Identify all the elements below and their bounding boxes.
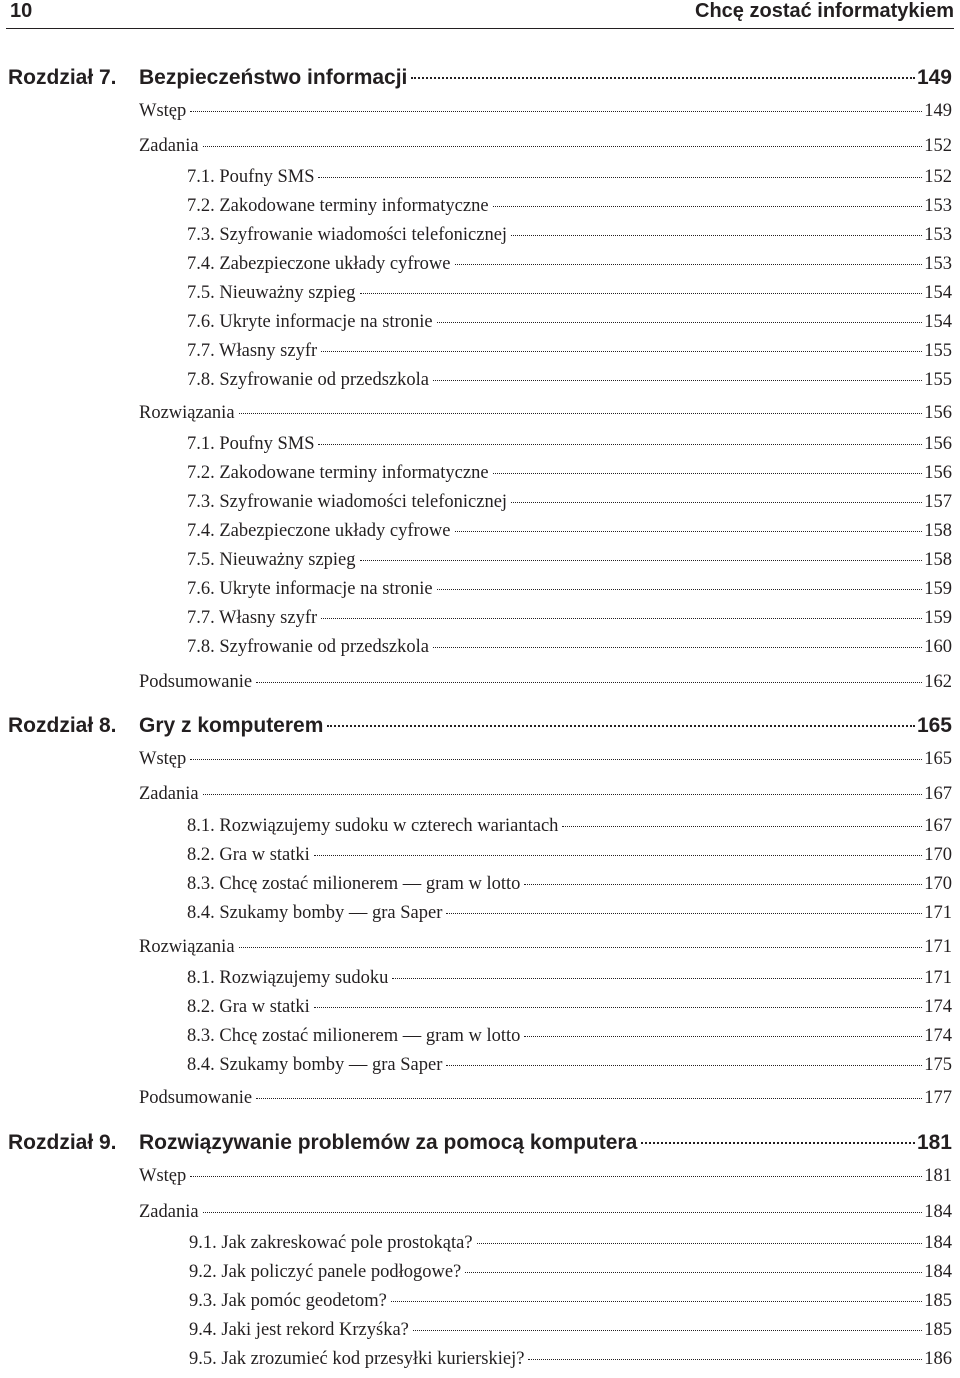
dot-leader <box>318 444 922 445</box>
entry-page-number: 160 <box>924 637 952 657</box>
entry-title: 7.7. Własny szyfr <box>187 341 318 361</box>
toc-subsection-entry[interactable] <box>187 370 952 396</box>
entry-title: 8.2. Gra w statki <box>187 845 310 865</box>
toc-section-entry[interactable] <box>139 1202 952 1228</box>
page-number: 10 <box>10 0 33 22</box>
entry-title: Bezpieczeństwo informacji <box>139 66 408 89</box>
entry-title: 8.1. Rozwiązujemy sudoku <box>187 968 389 988</box>
dot-leader <box>413 1330 922 1331</box>
dot-leader <box>493 206 923 207</box>
toc-subsection-entry[interactable] <box>187 903 952 929</box>
entry-page-number: 154 <box>924 283 952 303</box>
dot-leader <box>190 759 922 760</box>
entry-title: Podsumowanie <box>139 1088 253 1108</box>
dot-leader <box>524 1036 922 1037</box>
entry-page-number: 149 <box>924 101 952 121</box>
book-title: Chcę zostać informatykiem <box>695 0 954 22</box>
toc-subsection-entry[interactable] <box>189 1233 952 1259</box>
entry-title: 7.5. Nieuważny szpieg <box>187 550 356 570</box>
entry-page-number: 170 <box>924 845 952 865</box>
dot-leader <box>493 473 923 474</box>
toc-section-entry[interactable] <box>139 101 952 127</box>
dot-leader <box>455 264 923 265</box>
dot-leader <box>256 682 922 683</box>
entry-title: 7.2. Zakodowane terminy informatyczne <box>187 463 489 483</box>
toc-subsection-entry[interactable] <box>187 225 952 251</box>
dot-leader <box>239 413 923 414</box>
toc-subsection-entry[interactable] <box>187 283 952 309</box>
entry-title: 7.4. Zabezpieczone układy cyfrowe <box>187 254 451 274</box>
dot-leader <box>256 1098 922 1099</box>
toc-subsection-entry[interactable] <box>187 312 952 338</box>
entry-title: Podsumowanie <box>139 672 253 692</box>
toc-subsection-entry[interactable] <box>187 1026 952 1052</box>
entry-title: 7.3. Szyfrowanie wiadomości telefonicznej <box>187 492 508 512</box>
entry-title: Wstęp <box>139 749 187 769</box>
entry-page-number: 158 <box>924 550 952 570</box>
dot-leader <box>314 1007 922 1008</box>
entry-page-number: 184 <box>924 1262 952 1282</box>
toc-subsection-entry[interactable] <box>187 521 952 547</box>
dot-leader <box>477 1243 923 1244</box>
dot-leader <box>455 531 923 532</box>
dot-leader <box>190 1176 922 1177</box>
toc-subsection-entry[interactable] <box>187 463 952 489</box>
toc-subsection-entry[interactable] <box>187 579 952 605</box>
entry-title: 7.6. Ukryte informacje na stronie <box>187 312 433 332</box>
dot-leader <box>528 1359 922 1360</box>
entry-title: 7.5. Nieuważny szpieg <box>187 283 356 303</box>
entry-title: 8.4. Szukamy bomby — gra Saper <box>187 903 443 923</box>
toc-section-entry[interactable] <box>139 1088 952 1114</box>
entry-title: Gry z komputerem <box>139 714 324 737</box>
entry-page-number: 177 <box>924 1088 952 1108</box>
entry-title: Zadania <box>139 784 199 804</box>
entry-page-number: 174 <box>924 997 952 1017</box>
entry-page-number: 185 <box>924 1291 952 1311</box>
entry-page-number: 158 <box>924 521 952 541</box>
toc-subsection-entry[interactable] <box>187 492 952 518</box>
dot-leader <box>203 146 923 147</box>
toc-subsection-entry[interactable] <box>187 550 952 576</box>
toc-chapter-entry[interactable] <box>139 1131 952 1157</box>
entry-page-number: 159 <box>924 579 952 599</box>
entry-page-number: 149 <box>916 66 952 89</box>
toc-subsection-entry[interactable] <box>189 1320 952 1346</box>
entry-page-number: 171 <box>924 903 952 923</box>
entry-page-number: 181 <box>916 1131 952 1154</box>
entry-page-number: 171 <box>924 937 952 957</box>
entry-page-number: 153 <box>924 225 952 245</box>
toc-subsection-entry[interactable] <box>187 341 952 367</box>
entry-title: Wstęp <box>139 101 187 121</box>
entry-title: 7.4. Zabezpieczone układy cyfrowe <box>187 521 451 541</box>
entry-title: 8.1. Rozwiązujemy sudoku w czterech wariantach <box>187 816 559 836</box>
toc-chapter-entry[interactable] <box>139 66 952 92</box>
entry-page-number: 152 <box>924 167 952 187</box>
dot-leader <box>391 1301 922 1302</box>
entry-page-number: 155 <box>924 341 952 361</box>
entry-page-number: 165 <box>916 714 952 737</box>
dot-leader <box>203 794 923 795</box>
entry-page-number: 184 <box>924 1202 952 1222</box>
entry-title: 7.6. Ukryte informacje na stronie <box>187 579 433 599</box>
dot-leader <box>314 855 922 856</box>
toc-section-entry[interactable] <box>139 1166 952 1192</box>
toc-section-entry[interactable] <box>139 136 952 162</box>
entry-title: Wstęp <box>139 1166 187 1186</box>
entry-title: 7.7. Własny szyfr <box>187 608 318 628</box>
toc-subsection-entry[interactable] <box>189 1291 952 1317</box>
toc-subsection-entry[interactable] <box>187 816 952 842</box>
entry-page-number: 153 <box>924 254 952 274</box>
toc-subsection-entry[interactable] <box>187 968 952 994</box>
dot-leader <box>511 235 922 236</box>
toc-subsection-entry[interactable] <box>187 845 952 871</box>
entry-title: 8.4. Szukamy bomby — gra Saper <box>187 1055 443 1075</box>
toc-subsection-entry[interactable] <box>187 167 952 193</box>
chapter-number: Rozdział 7. <box>8 66 117 89</box>
entry-title: 7.1. Poufny SMS <box>187 167 315 187</box>
dot-leader <box>437 322 923 323</box>
entry-page-number: 157 <box>924 492 952 512</box>
dot-leader <box>318 177 922 178</box>
toc-section-entry[interactable] <box>139 784 952 810</box>
dot-leader <box>562 826 922 827</box>
toc-subsection-entry[interactable] <box>187 254 952 280</box>
entry-title: 9.1. Jak zakreskować pole prostokąta? <box>189 1233 473 1253</box>
dot-leader <box>411 77 915 79</box>
entry-page-number: 184 <box>924 1233 952 1253</box>
entry-title: Zadania <box>139 1202 199 1222</box>
entry-page-number: 175 <box>924 1055 952 1075</box>
entry-title: 9.5. Jak zrozumieć kod przesyłki kurierskiej? <box>189 1349 525 1369</box>
toc-subsection-entry[interactable] <box>187 608 952 634</box>
entry-title: 7.8. Szyfrowanie od przedszkola <box>187 370 429 390</box>
entry-title: 8.2. Gra w statki <box>187 997 310 1017</box>
toc-section-entry[interactable] <box>139 749 952 775</box>
dot-leader <box>203 1212 923 1213</box>
toc-subsection-entry[interactable] <box>189 1262 952 1288</box>
toc-subsection-entry[interactable] <box>187 434 952 460</box>
toc-subsection-entry[interactable] <box>187 637 952 663</box>
entry-page-number: 165 <box>924 749 952 769</box>
entry-page-number: 167 <box>924 816 952 836</box>
dot-leader <box>190 111 922 112</box>
entry-page-number: 181 <box>924 1166 952 1186</box>
entry-page-number: 171 <box>924 968 952 988</box>
entry-page-number: 174 <box>924 1026 952 1046</box>
entry-title: 8.3. Chcę zostać milionerem — gram w lotto <box>187 1026 521 1046</box>
entry-page-number: 167 <box>924 784 952 804</box>
toc-subsection-entry[interactable] <box>187 874 952 900</box>
toc-subsection-entry[interactable] <box>187 1055 952 1081</box>
entry-page-number: 170 <box>924 874 952 894</box>
toc-subsection-entry[interactable] <box>187 196 952 222</box>
dot-leader <box>321 351 922 352</box>
entry-title: 7.2. Zakodowane terminy informatyczne <box>187 196 489 216</box>
toc-section-entry[interactable] <box>139 403 952 429</box>
dot-leader <box>437 589 923 590</box>
toc-section-entry[interactable] <box>139 937 952 963</box>
entry-title: 7.8. Szyfrowanie od przedszkola <box>187 637 429 657</box>
dot-leader <box>446 913 922 914</box>
dot-leader <box>360 560 923 561</box>
toc-subsection-entry[interactable] <box>189 1349 952 1375</box>
entry-page-number: 162 <box>924 672 952 692</box>
toc-chapter-entry[interactable] <box>139 714 952 740</box>
entry-page-number: 152 <box>924 136 952 156</box>
entry-title: Rozwiązania <box>139 403 235 423</box>
dot-leader <box>321 618 922 619</box>
entry-title: Zadania <box>139 136 199 156</box>
toc-section-entry[interactable] <box>139 672 952 698</box>
dot-leader <box>327 725 915 727</box>
chapter-number: Rozdział 9. <box>8 1131 117 1154</box>
entry-page-number: 156 <box>924 463 952 483</box>
dot-leader <box>433 380 922 381</box>
entry-page-number: 154 <box>924 312 952 332</box>
dot-leader <box>239 947 923 948</box>
dot-leader <box>392 978 922 979</box>
entry-page-number: 186 <box>924 1349 952 1369</box>
entry-page-number: 155 <box>924 370 952 390</box>
chapter-number: Rozdział 8. <box>8 714 117 737</box>
entry-title: 8.3. Chcę zostać milionerem — gram w lotto <box>187 874 521 894</box>
toc-subsection-entry[interactable] <box>187 997 952 1023</box>
entry-title: 9.3. Jak pomóc geodetom? <box>189 1291 387 1311</box>
dot-leader <box>360 293 923 294</box>
entry-title: 9.4. Jaki jest rekord Krzyśka? <box>189 1320 409 1340</box>
entry-title: 9.2. Jak policzyć panele podłogowe? <box>189 1262 462 1282</box>
dot-leader <box>465 1272 922 1273</box>
entry-title: Rozwiązania <box>139 937 235 957</box>
dot-leader <box>446 1065 922 1066</box>
entry-page-number: 159 <box>924 608 952 628</box>
entry-page-number: 153 <box>924 196 952 216</box>
dot-leader <box>641 1142 915 1144</box>
entry-page-number: 156 <box>924 403 952 423</box>
dot-leader <box>433 647 922 648</box>
entry-title: Rozwiązywanie problemów za pomocą komputera <box>139 1131 638 1154</box>
entry-title: 7.1. Poufny SMS <box>187 434 315 454</box>
entry-page-number: 185 <box>924 1320 952 1340</box>
entry-page-number: 156 <box>924 434 952 454</box>
dot-leader <box>511 502 922 503</box>
dot-leader <box>524 884 922 885</box>
entry-title: 7.3. Szyfrowanie wiadomości telefonicznej <box>187 225 508 245</box>
